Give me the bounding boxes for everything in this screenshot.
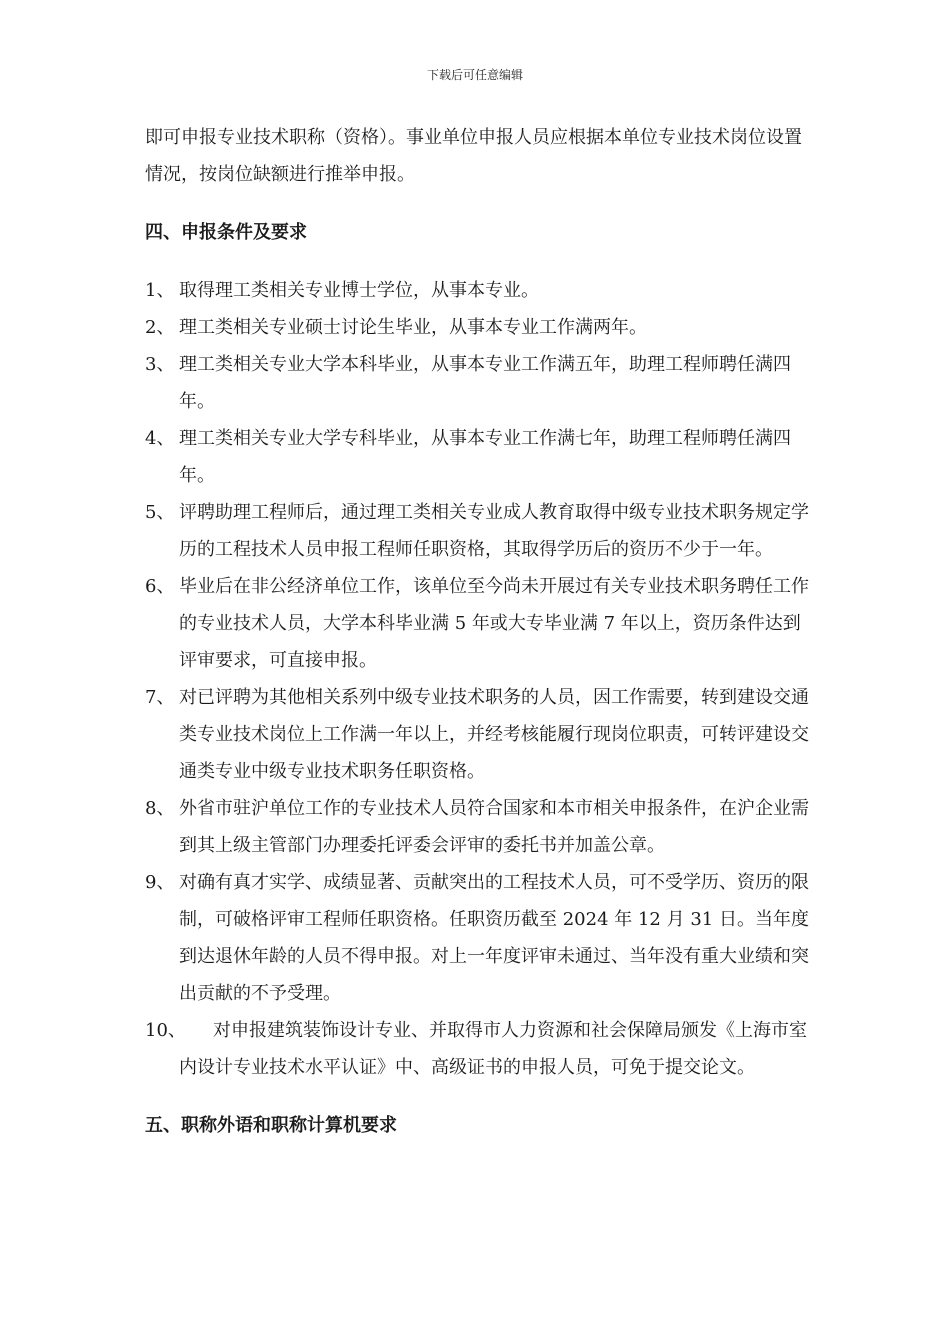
list-item-text: 理工类相关专业大学本科毕业，从事本专业工作满五年，助理工程师聘任满四年。	[179, 354, 791, 412]
list-item	[145, 1012, 810, 1086]
list-item-text: 评聘助理工程师后，通过理工类相关专业成人教育取得中级专业技术职务规定学历的工程技术人员申报工程师任职资格，其取得学历后的资历不少于一年。	[179, 502, 809, 560]
list-item-text: 取得理工类相关专业博士学位，从事本专业。	[179, 280, 539, 301]
list-item-text: 理工类相关专业大学专科毕业，从事本专业工作满七年，助理工程师聘任满四年。	[179, 428, 791, 486]
intro-paragraph: 即可申报专业技术职称（资格）。事业单位申报人员应根据本单位专业技术岗位设置情况，按岗位缺额进行推举申报。	[145, 127, 802, 185]
list-item	[145, 568, 810, 679]
list-item-text: 对已评聘为其他相关系列中级专业技术职务的人员，因工作需要，转到建设交通类专业技术岗位上工作满一年以上，并经考核能履行现岗位职责，可转评建设交通类专业中级专业技术职务任职资格。	[179, 687, 809, 782]
section-4-heading: 四、申报条件及要求	[145, 222, 307, 243]
list-item	[145, 679, 810, 790]
list-item	[145, 790, 810, 864]
list-item-number: 7、	[145, 687, 175, 708]
header-note: 下载后可任意编辑	[426, 68, 523, 82]
list-item-number: 8、	[145, 798, 175, 819]
list-item	[145, 346, 810, 420]
list-item	[145, 864, 810, 1012]
list-item	[145, 420, 810, 494]
list-item-number: 4、	[145, 428, 175, 449]
list-item-number: 10、	[145, 1020, 186, 1041]
requirements-list	[145, 272, 810, 1086]
list-item-text: 对申报建筑装饰设计专业、并取得市人力资源和社会保障局颁发《上海市室内设计专业技术水平认证》中、高级证书的申报人员，可免于提交论文。	[179, 1020, 807, 1078]
list-item	[145, 309, 810, 346]
list-item	[145, 494, 810, 568]
list-item-text: 毕业后在非公经济单位工作，该单位至今尚未开展过有关专业技术职务聘任工作的专业技术人员，大学本科毕业满 5 年或大专毕业满 7 年以上，资历条件达到评审要求，可直接申报。	[179, 576, 809, 671]
list-item-number: 2、	[145, 317, 175, 338]
list-item-text: 理工类相关专业硕士讨论生毕业，从事本专业工作满两年。	[179, 317, 647, 338]
list-item-text: 对确有真才实学、成绩显著、贡献突出的工程技术人员，可不受学历、资历的限制，可破格评审工程师任职资格。任职资历截至 2024 年 12 月 31 日。当年度到达退休年龄的人员不得申报。对上一年度评审未通过、当年没有重大业绩和突出贡献的不予受理。	[179, 872, 809, 1004]
list-item-number: 5、	[145, 502, 175, 523]
list-item-number: 3、	[145, 354, 175, 375]
section-5-heading: 五、职称外语和职称计算机要求	[145, 1115, 397, 1136]
list-item-text: 外省市驻沪单位工作的专业技术人员符合国家和本市相关申报条件，在沪企业需到其上级主管部门办理委托评委会评审的委托书并加盖公章。	[179, 798, 809, 856]
list-item-number: 6、	[145, 576, 175, 597]
list-item-number: 9、	[145, 872, 175, 893]
list-item	[145, 272, 810, 309]
document-body	[145, 119, 810, 1144]
list-item-number: 1、	[145, 280, 175, 301]
